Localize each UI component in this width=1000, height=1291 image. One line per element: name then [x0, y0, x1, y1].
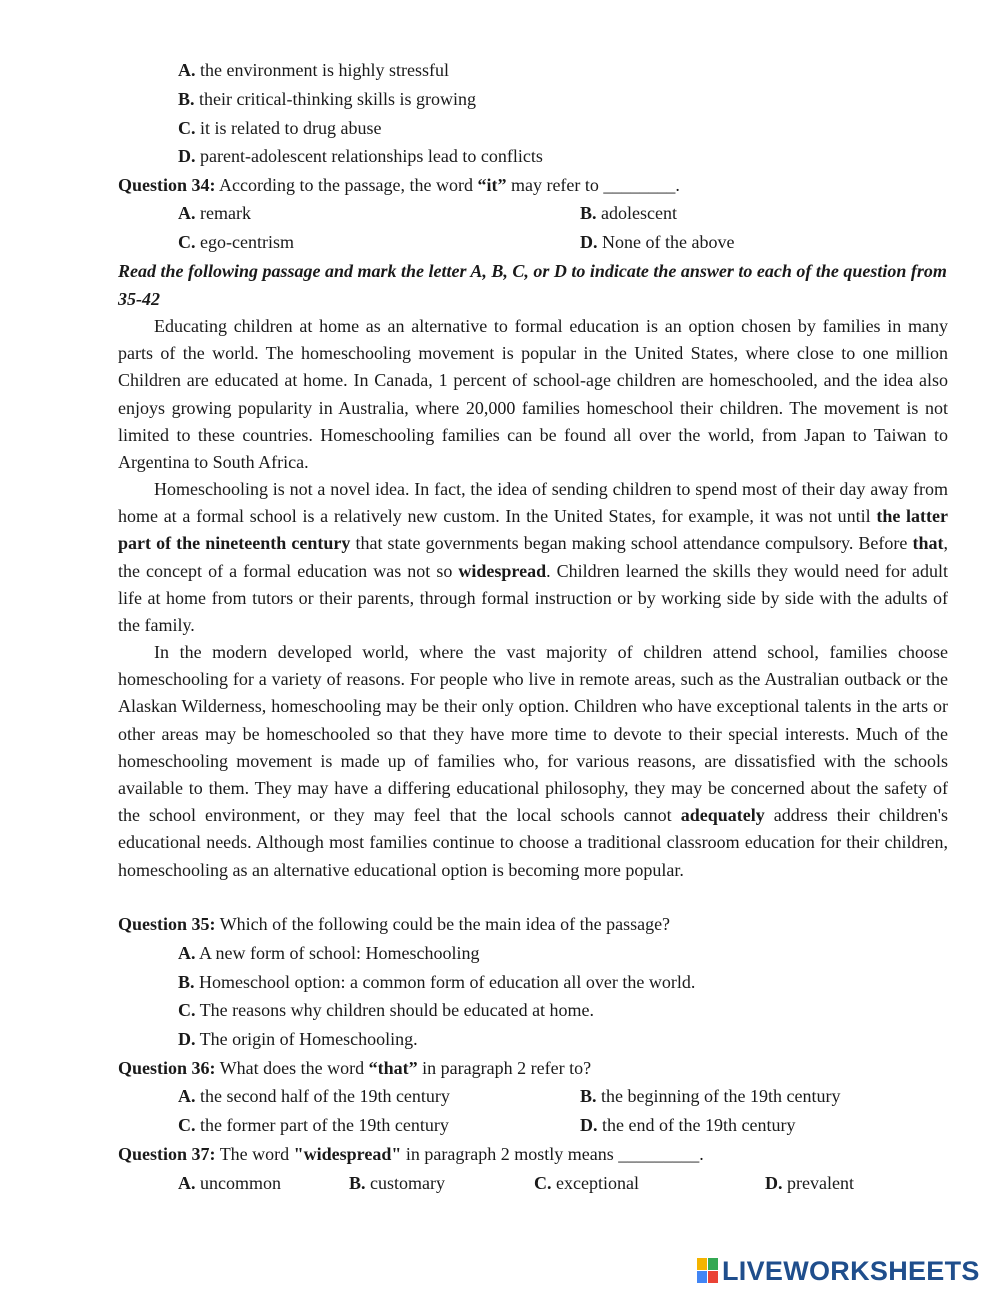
q35-option-d: D. The origin of Homeschooling. — [178, 1029, 418, 1049]
q37-option-a: A. uncommon — [178, 1173, 281, 1193]
q33-option-c: C. it is related to drug abuse — [178, 118, 382, 138]
q35-option-b: B. Homeschool option: a common form of education all over the world. — [178, 972, 696, 992]
q36-option-a: A. the second half of the 19th century — [178, 1086, 450, 1106]
q37-option-d: D. prevalent — [765, 1173, 854, 1193]
q34-option-b: B. adolescent — [580, 203, 677, 223]
passage-paragraph-2: Homeschooling is not a novel idea. In fact, the idea of sending children to spend most of their day away from home at a formal school is a relatively new custom. In the United States, for example, it was not until the latter part of the nineteenth century that state governments began making school attendance compulsory. Before that, the concept of a formal education was not so widespread. Children learned the skills they would need for adult life at home from tutors or their parents, through formal instruction or by working side by side with the adults of the family. — [118, 479, 949, 636]
liveworksheets-logo[interactable] — [697, 1256, 980, 1286]
question-34: Question 34: According to the passage, the word “it” may refer to ________. — [118, 175, 680, 195]
q34-option-a: A. remark — [178, 203, 251, 223]
q37-option-c: C. exceptional — [534, 1173, 639, 1193]
q35-option-a: A. A new form of school: Homeschooling — [178, 943, 480, 963]
q34-option-d: D. None of the above — [580, 232, 735, 252]
q33-option-d: D. parent-adolescent relationships lead to conflicts — [178, 146, 543, 166]
passage-paragraph-1: Educating children at home as an alternative to formal education is an option chosen by families in many parts of the world. The homeschooling movement is popular in the United States, where close to one million Children are educated at home. In Canada, 1 percent of school-age children are homeschooled, and the idea also enjoys growing popularity in Australia, where 20,000 families homeschool their children. The movement is not limited to these countries. Homeschooling families can be found all over the world, from Japan to Taiwan to Argentina to South Africa. — [118, 316, 948, 473]
q35-option-c: C. The reasons why children should be educated at home. — [178, 1000, 595, 1020]
question-36: Question 36: What does the word “that” in paragraph 2 refer to? — [118, 1058, 592, 1078]
q34-option-c: C. ego-centrism — [178, 232, 294, 252]
section-instruction: Read the following passage and mark the letter A, B, C, or D to indicate the answer to each of the question from 35-42 — [118, 261, 947, 309]
q36-option-b: B. the beginning of the 19th century — [580, 1086, 841, 1106]
liveworksheets-brand: LIVEWORKSHEETS — [722, 1255, 980, 1286]
q36-option-d: D. the end of the 19th century — [580, 1115, 796, 1135]
question-35: Question 35: Which of the following could be the main idea of the passage? — [118, 914, 671, 934]
q33-option-b: B. their critical-thinking skills is growing — [178, 89, 476, 109]
question-37: Question 37: The word "widespread" in paragraph 2 mostly means _________. — [118, 1144, 704, 1164]
passage-paragraph-3: In the modern developed world, where the vast majority of children attend school, families choose homeschooling for a variety of reasons. For people who live in remote areas, such as the Australian outback or the Alaskan Wilderness, homeschooling may be their only option. Children who have exceptional talents in the arts or other areas may be homeschooled so that they have more time to devote to their special interests. Much of the homeschooling movement is made up of families who, for various reasons, are dissatisfied with the schools available to them. They may have a differing educational philosophy, they may be concerned about the safety of the school environment, or they may feel that the local schools cannot adequately address their children's educational needs. Although most families continue to choose a traditional classroom education for their children, homeschooling as an alternative educational option is becoming more popular. — [118, 642, 948, 880]
q36-option-c: C. the former part of the 19th century — [178, 1115, 449, 1135]
q37-option-b: B. customary — [349, 1173, 445, 1193]
q33-option-a: A. the environment is highly stressful — [178, 60, 449, 80]
liveworksheets-icon — [697, 1258, 719, 1284]
